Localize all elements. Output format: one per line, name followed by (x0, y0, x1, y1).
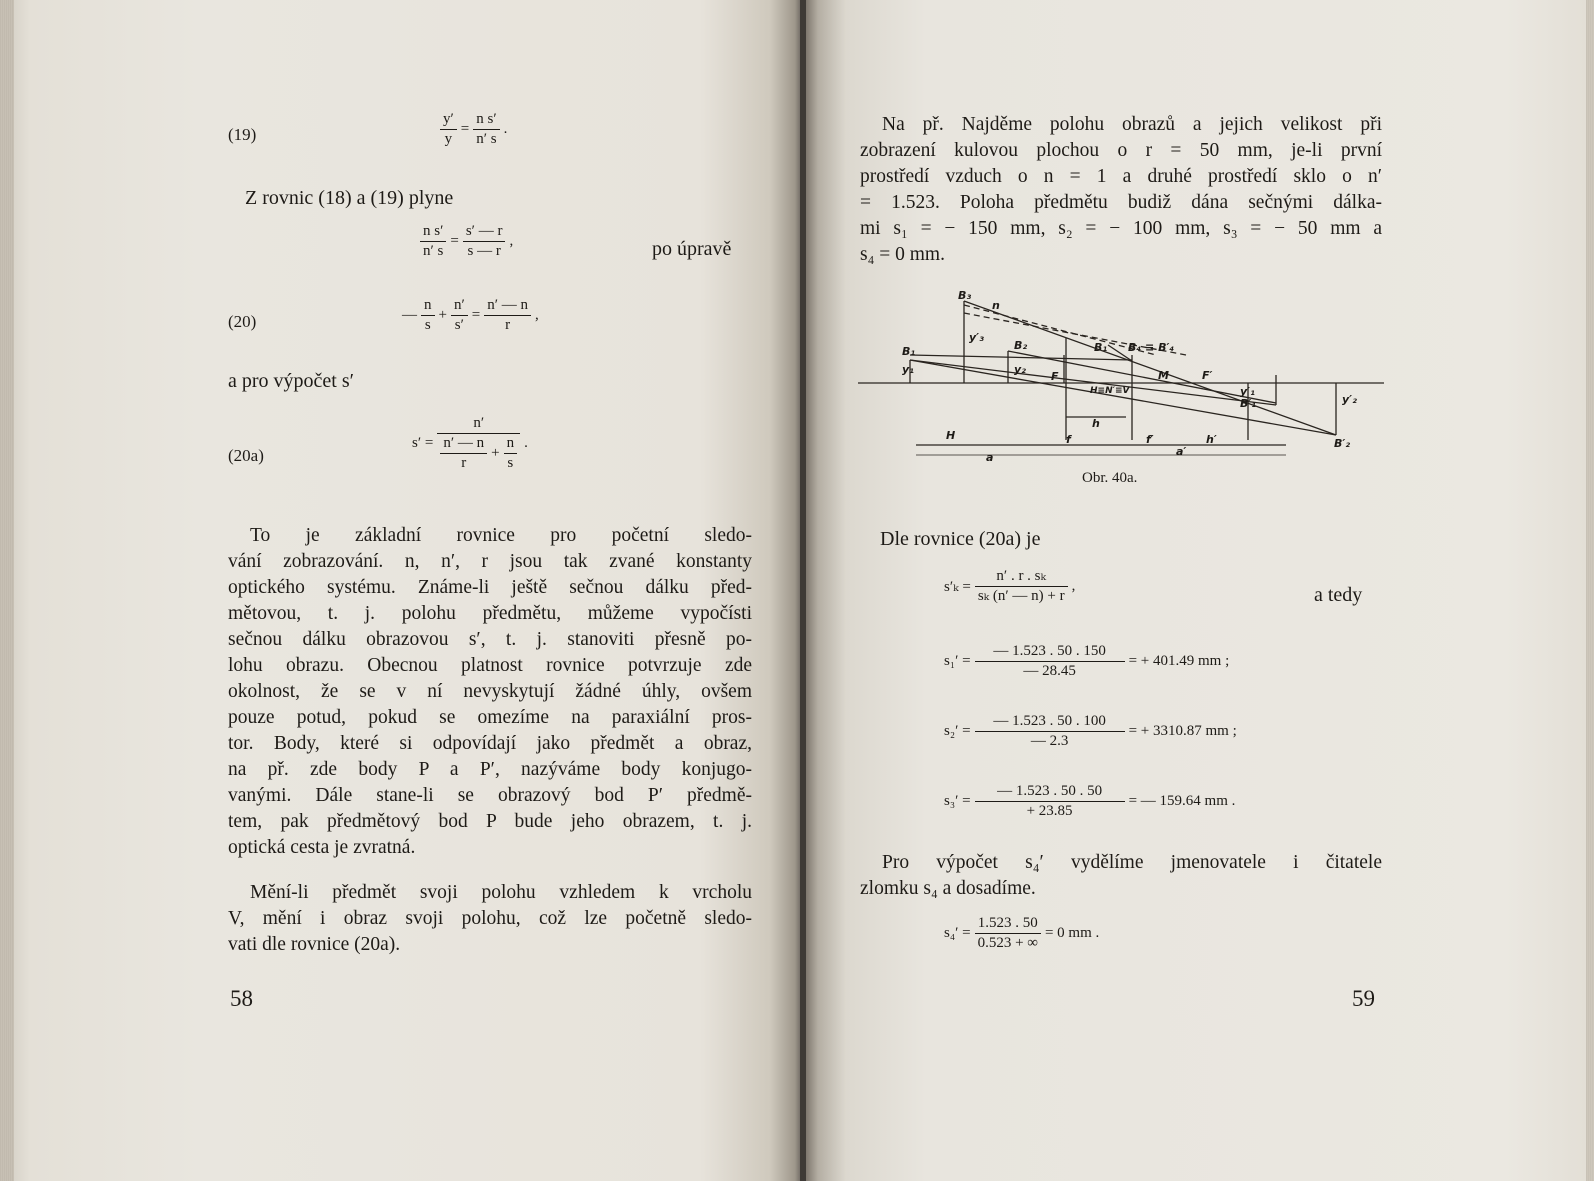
label-f-small: f (1066, 433, 1071, 446)
equation-s4: s₄′ = $\frac{1.523 . 50}{0.523 + \infty}$ = 0 mm . (944, 915, 1100, 951)
text-line: mětovou, t. j. polohu předmětu, můžeme vypočísti (228, 603, 752, 624)
label-m: M (1158, 369, 1169, 382)
label-f: F (1051, 370, 1059, 383)
label-f-prime: F′ (1202, 369, 1213, 382)
text-line-dle: Dle rovnice (20a) je (880, 528, 1041, 550)
equation-intermediate: $\frac{\text{n s′}}{n' s}$ = $\frac{s' — r}{s — r}$ , (420, 222, 517, 261)
text-line: s₄ = 0 mm. (860, 244, 945, 265)
paragraph-moving-object (228, 880, 752, 958)
right-page (806, 0, 1594, 1181)
equation-s2: s₂′ = $\frac{— 1.523 . 50 . 100}{— 2.3}$ = + 3310.87 mm ; (944, 713, 1237, 749)
text-line: Pro výpočet s₄′ vydělíme jmenovatele i čitatele (882, 852, 1382, 873)
label-h-small-prime: h′ (1206, 433, 1217, 446)
label-b2-prime: B′₂ (1334, 437, 1351, 450)
equation-label-20a: (20a) (228, 446, 264, 465)
text-line: mi s₁ = − 150 mm, s₂ = − 100 mm, s₃ = − 50 mm a (860, 218, 1382, 239)
label-y1-prime: y′₁ (1240, 385, 1255, 398)
label-b4-equiv: B₄ ≡ B′₄ (1128, 341, 1175, 354)
label-h-n-v: H≡N′≡V (1090, 386, 1130, 396)
text-line: na př. zde body P a P′, nazýváme body konjugo- (228, 759, 752, 780)
equation-19: $\frac{y'}{y}$ = $\frac{\text{n s′}}{n' s}$ . (440, 110, 511, 149)
text-line-for: a pro výpočet s′ (228, 370, 355, 392)
label-y3: y′₃ (969, 331, 984, 344)
label-b1-prime: B′₁ (1240, 397, 1257, 410)
paragraph-basic-equation (228, 523, 752, 861)
paragraph-example (860, 112, 1382, 268)
text-line: optická cesta je zvratná. (228, 837, 416, 858)
equation-sk: s′ₖ = $\frac{\text{n′ . r . sₖ}}{\text{sₖ (n′ — n) + r}}$ , (944, 568, 1076, 604)
text-line: pouze potud, pokud se omezíme na paraxiální pros- (228, 707, 752, 728)
text-line: = 1.523. Poloha předmětu budiž dána sečnými dálka- (860, 192, 1382, 213)
text-line: vanými. Dále stane-li se obrazový bod P′ předmě- (228, 785, 752, 806)
equation-label-19: (19) (228, 125, 257, 144)
equation-20: — $\frac{n}{s}$ + $\frac{n'}{s'}$ = $\frac{n' — n}{r}$ , (402, 297, 539, 333)
equation-s1: s₁′ = $\frac{— 1.523 . 50 . 150}{— 28.45}$ = + 401.49 mm ; (944, 643, 1230, 679)
label-b1: B₁ (902, 345, 916, 358)
label-b2: B₂ (1014, 339, 1028, 352)
label-y2-prime: y′₂ (1342, 393, 1357, 406)
text-line-from: Z rovnic (18) a (19) plyne (245, 187, 454, 209)
label-b1-image: B₁ (1094, 341, 1108, 354)
label-n: n (992, 299, 1000, 312)
text-line: To je základní rovnice pro početní sledo- (250, 525, 752, 546)
figure-caption: Obr. 40a. (1082, 470, 1138, 486)
equation-s3: s₃′ = $\frac{— 1.523 . 50 . 50}{+ 23.85}$ = — 159.64 mm . (944, 783, 1236, 819)
label-h-small: h (1092, 417, 1100, 430)
text-po-uprave: po úpravě (652, 238, 732, 260)
label-a: a (986, 451, 994, 464)
ray-line (910, 355, 1132, 360)
page-edge-right (1586, 0, 1594, 1181)
text-a-tedy: a tedy (1314, 584, 1363, 606)
ray-line (910, 360, 1336, 435)
text-line: Mění-li předmět svoji polohu vzhledem k vrcholu (250, 882, 752, 903)
text-line: lohu obrazu. Obecnou platnost rovnice potvrzuje zde (228, 655, 752, 676)
figure-optical-diagram (856, 285, 1386, 465)
text-line: Na př. Najděme polohu obrazů a jejich velikost při (882, 114, 1382, 135)
label-a-prime: a′ (1176, 445, 1187, 458)
label-y1: y₁ (902, 363, 914, 376)
text-line: tor. Body, které si odpovídají jako předmět a obraz, (228, 733, 752, 754)
text-line: okolnost, že se v ní nevyskytují žádné úhly, ovšem (228, 681, 752, 702)
text-line: V, mění i obraz svoji polohu, což lze početně sledo- (228, 908, 752, 929)
paragraph-s4 (860, 850, 1382, 902)
text-line: zobrazení kulovou plochou o r = 50 mm, je-li první (860, 140, 1382, 161)
page-edge-left (0, 0, 14, 1181)
page-number-right: 59 (1352, 986, 1375, 1011)
label-y2: y₂ (1014, 363, 1026, 376)
text-line: vání zobrazování. n, n′, r jsou tak zvané konstanty (228, 551, 752, 572)
text-line: zlomku s₄ a dosadíme. (860, 878, 1036, 899)
label-h: H (946, 429, 956, 442)
equation-20a: s′ = n′ $\frac{n' — n}{r}$ + $\frac{n}{s}$ . (412, 415, 528, 471)
text-line: sečnou dálku obrazovou s′, t. j. stanoviti přesně po- (228, 629, 752, 650)
label-f-small-prime: f′ (1146, 433, 1154, 446)
page-number-left: 58 (230, 986, 253, 1011)
text-line: tem, pak předmětový bod P bude jeho obrazem, t. j. (228, 811, 752, 832)
text-line: vati dle rovnice (20a). (228, 934, 401, 955)
text-line: optického systému. Známe-li ještě sečnou dálku před- (228, 577, 752, 598)
text-line: prostředí vzduch o n = 1 a druhé prostředí sklo o n′ (860, 166, 1382, 187)
equation-label-20: (20) (228, 312, 257, 331)
label-b3: B₃ (958, 289, 972, 302)
